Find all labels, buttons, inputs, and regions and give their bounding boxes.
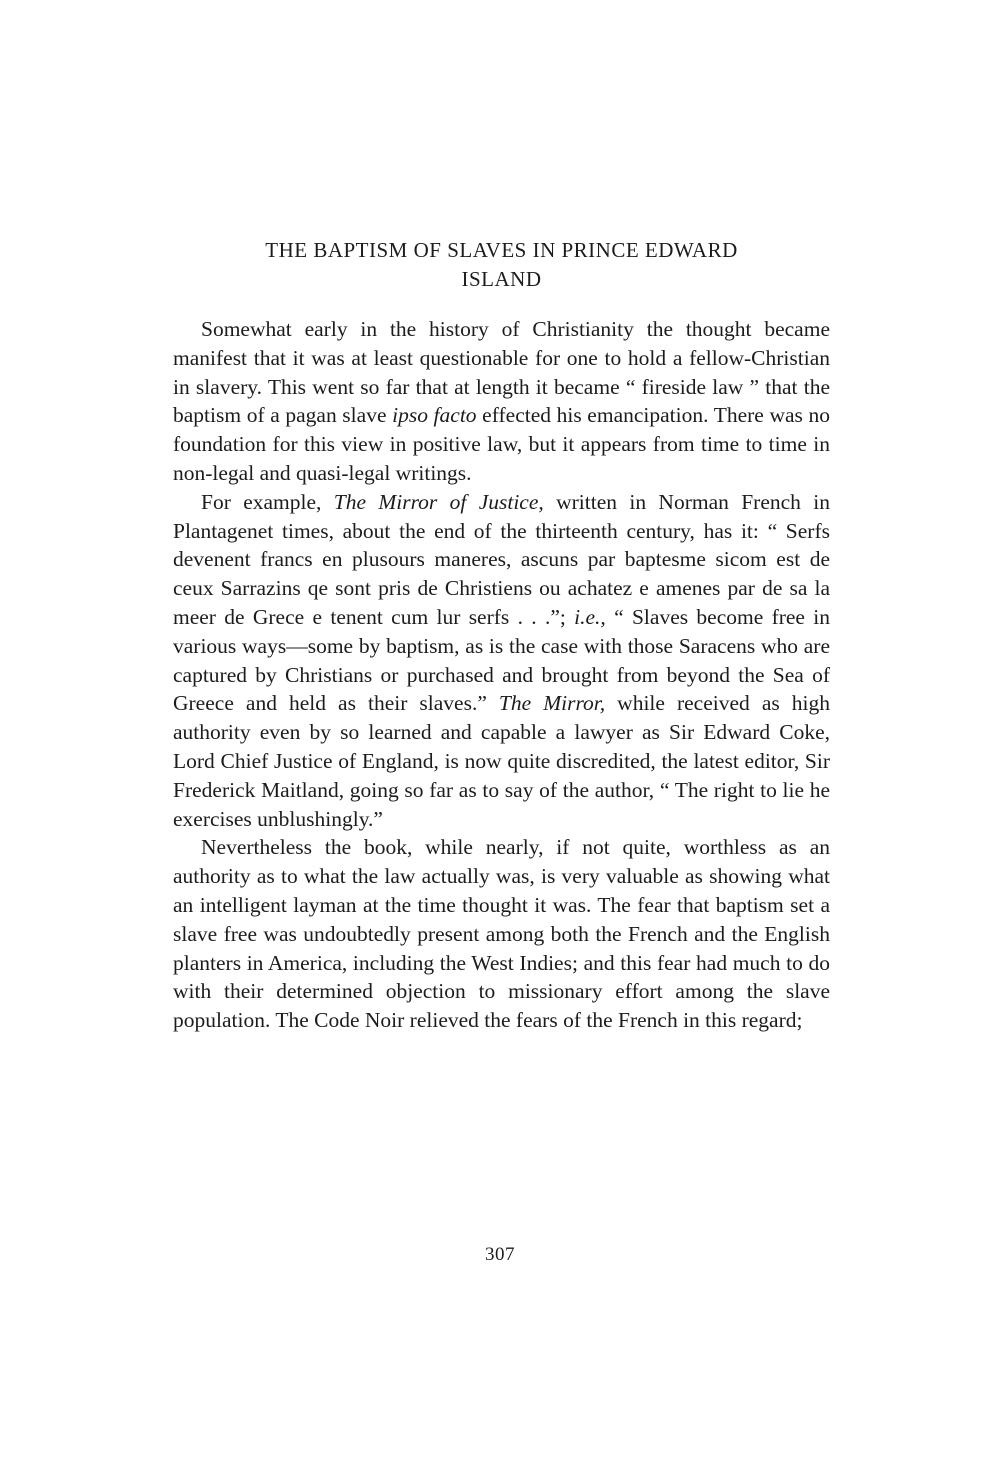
article-body	[173, 315, 830, 1035]
article-title-line-2: ISLAND	[461, 267, 542, 291]
article-title	[173, 236, 830, 294]
paragraph-2-text-2: written in Norman French in Plantagenet times, about the end of the thirteenth century, has it: “ Serfs devenent francs en plusours maneres, ascuns par baptesme sicom est de ceux Sarrazins qe sont pris de Christiens ou achatez e amenes par de sa la meer de Grece e tenent cum lur serfs . . .”;	[173, 489, 830, 629]
page-content	[173, 236, 830, 1035]
article-title-line-1: THE BAPTISM OF SLAVES IN PRINCE EDWARD	[265, 238, 738, 262]
paragraph-3-text: Nevertheless the book, while nearly, if not quite, worthless as an authority as to what the law actually was, is very valuable as showing what an intelligent layman at the time thought it was. The fear that baptism set a slave free was undoubtedly present among both the French and the English planters in America, including the West Indies; and this fear had much to do with their determined objection to missionary effort among the slave population. The Code Noir relieved the fears of the French in this regard;	[173, 835, 830, 1033]
paragraph-1-text: Somewhat early in the history of Christianity the thought became manifest that it was at least questionable for one to hold a fellow-Christian in slavery. This went so far that at length it became “ fireside law ” that the baptism of a pagan slave	[173, 317, 830, 428]
paragraph-3	[173, 833, 830, 1035]
paragraph-2-text-4: while received as high authority even by so learned and capable a lawyer as Sir Edward Coke, Lord Chief Justice of England, is now quite discredited, the latest editor, Sir Frederick Maitland, going so far as to say of the author, “ The right to lie he exercises unblushingly.”	[173, 691, 830, 831]
paragraph-2-italic-title: The Mirror of Justice,	[333, 489, 544, 514]
paragraph-1	[173, 315, 830, 488]
paragraph-2-text-3: “ Slaves become free in various ways—some by baptism, as is the case with those Saracens who are captured by Christians or purchased and brought from beyond the Sea of Greece and held as their slaves.”	[173, 604, 830, 716]
paragraph-2-text: For example,	[201, 489, 334, 514]
paragraph-1-text-after: effected his emancipation. There was no foundation for this view in positive law, but it appears from time to time in non-legal and quasi-legal writings.	[173, 403, 831, 485]
page-number: 307	[485, 1244, 515, 1265]
paragraph-2-italic-mirror: The Mirror,	[498, 691, 606, 716]
paragraph-2-italic-ie: i.e.,	[574, 604, 606, 629]
paragraph-1-italic: ipso facto	[392, 403, 477, 428]
paragraph-2	[173, 488, 830, 834]
